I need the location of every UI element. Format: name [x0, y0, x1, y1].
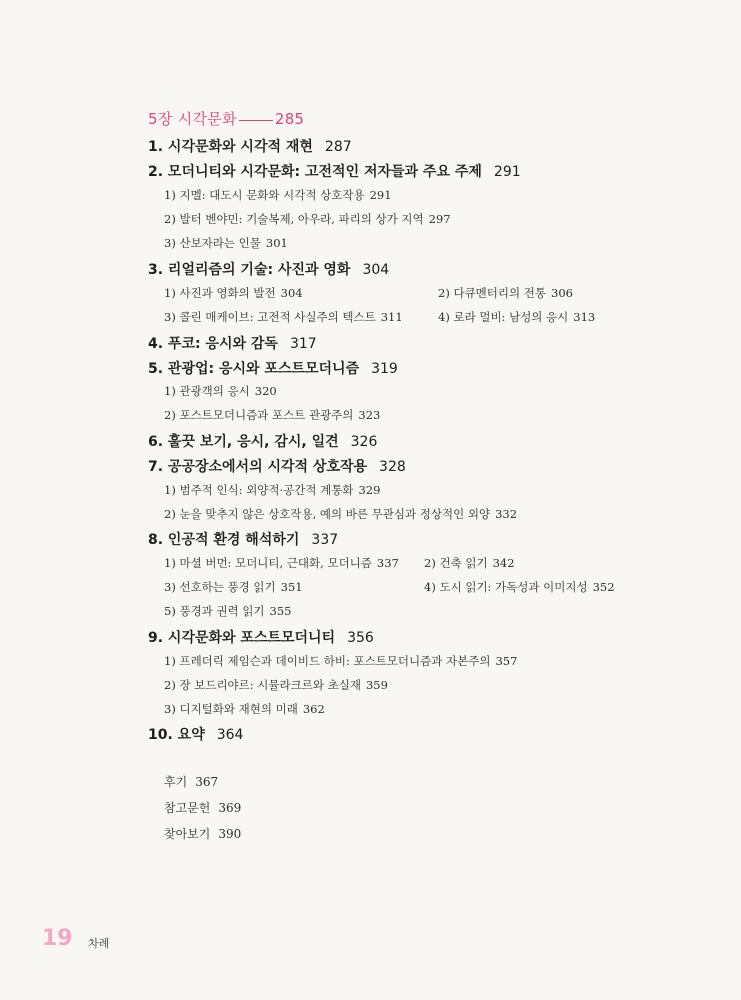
- section-title: 4. 푸코: 응시와 감독: [148, 336, 278, 352]
- subsection-page: 291: [369, 188, 392, 202]
- section-title: 9. 시각문화와 포스트모더니티: [148, 630, 336, 646]
- back-matter-title: 참고문헌: [164, 801, 211, 815]
- toc-subsection[interactable]: [164, 407, 380, 423]
- toc-section[interactable]: [148, 161, 521, 181]
- subsection-title: 3) 콜린 매케이브: 고전적 사실주의 텍스트: [164, 310, 376, 324]
- toc-section[interactable]: [148, 456, 406, 476]
- toc-subsection[interactable]: [164, 555, 399, 571]
- subsection-title: 3) 선호하는 풍경 읽기: [164, 580, 276, 594]
- subsection-page: 352: [592, 580, 615, 594]
- toc-back-matter[interactable]: [164, 773, 218, 790]
- subsection-title: 1) 관광객의 응시: [164, 384, 250, 398]
- section-title: 1. 시각문화와 시각적 재현: [148, 139, 313, 155]
- running-footer-label: 차례: [88, 937, 110, 950]
- toc-subsection[interactable]: [164, 677, 388, 693]
- toc-section[interactable]: [148, 259, 389, 279]
- toc-section[interactable]: [148, 358, 398, 378]
- chapter-heading: [148, 108, 304, 129]
- toc-section[interactable]: [148, 333, 317, 353]
- section-title: 5. 관광업: 응시와 포스트모더니즘: [148, 361, 360, 377]
- toc-section[interactable]: [148, 627, 374, 647]
- subsection-title: 1) 지멜: 대도시 문화와 시각적 상호작용: [164, 188, 365, 202]
- subsection-title: 2) 발터 벤야민: 기술복제, 아우라, 파리의 상가 지역: [164, 212, 424, 226]
- toc-subsection[interactable]: [424, 555, 515, 571]
- section-page: 326: [350, 434, 378, 450]
- subsection-page: 313: [573, 310, 596, 324]
- subsection-title: 5) 풍경과 권력 읽기: [164, 604, 265, 618]
- toc-section[interactable]: [148, 529, 338, 549]
- back-matter-page: 367: [195, 775, 219, 789]
- toc-subsection[interactable]: [438, 285, 573, 301]
- subsection-title: 4) 로라 멀비: 남성의 응시: [438, 310, 569, 324]
- section-page: 356: [347, 630, 374, 646]
- toc-subsection[interactable]: [164, 285, 303, 301]
- back-matter-title: 후기: [164, 775, 188, 789]
- subsection-title: 1) 프레더릭 제임슨과 데이비드 하비: 포스트모더니즘과 자본주의: [164, 654, 491, 668]
- chapter-title: 5장 시각문화: [148, 110, 237, 128]
- section-page: 291: [493, 164, 521, 180]
- section-page: 319: [371, 361, 398, 377]
- subsection-page: 306: [551, 286, 573, 300]
- subsection-page: 304: [280, 286, 303, 300]
- section-title: 10. 요약: [148, 727, 205, 743]
- subsection-title: 2) 포스트모더니즘과 포스트 관광주의: [164, 408, 354, 422]
- toc-subsection[interactable]: [164, 482, 380, 498]
- subsection-title: 1) 사진과 영화의 발전: [164, 286, 276, 300]
- subsection-page: 323: [358, 408, 381, 422]
- section-page: 317: [289, 336, 317, 352]
- section-title: 2. 모더니티와 시각문화: 고전적인 저자들과 주요 주제: [148, 164, 482, 180]
- subsection-page: 357: [495, 654, 518, 668]
- subsection-title: 1) 범주적 인식: 외양적·공간적 계통화: [164, 483, 354, 497]
- section-title: 6. 훌끗 보기, 응시, 감시, 일견: [148, 434, 339, 450]
- subsection-page: 297: [428, 212, 451, 226]
- subsection-title: 2) 다큐멘터리의 전통: [438, 286, 546, 300]
- subsection-page: 351: [280, 580, 303, 594]
- back-matter-page: 390: [218, 827, 242, 841]
- back-matter-page: 369: [218, 801, 242, 815]
- toc-subsection[interactable]: [164, 653, 517, 669]
- toc-subsection[interactable]: [424, 579, 615, 595]
- toc-section[interactable]: [148, 136, 352, 156]
- subsection-title: 2) 눈을 맞추지 않은 상호작용, 예의 바른 무관심과 정상적인 외양: [164, 507, 491, 521]
- subsection-title: 2) 건축 읽기: [424, 556, 488, 570]
- subsection-title: 2) 장 보드리야르: 시뮬라크르와 초실재: [164, 678, 361, 692]
- section-title: 7. 공공장소에서의 시각적 상호작용: [148, 459, 368, 475]
- subsection-title: 3) 디지털화와 재현의 미래: [164, 702, 298, 716]
- toc-back-matter[interactable]: [164, 799, 241, 816]
- subsection-page: 337: [376, 556, 399, 570]
- toc-subsection[interactable]: [164, 235, 288, 251]
- back-matter-title: 찾아보기: [164, 827, 211, 841]
- section-page: 364: [216, 727, 244, 743]
- subsection-page: 320: [254, 384, 277, 398]
- toc-subsection[interactable]: [164, 211, 451, 227]
- section-title: 8. 인공적 환경 해석하기: [148, 532, 300, 548]
- chapter-underline: [239, 120, 273, 121]
- section-page: 304: [362, 262, 390, 278]
- toc-subsection[interactable]: [438, 309, 595, 325]
- subsection-page: 301: [265, 236, 288, 250]
- chapter-page: 285: [274, 110, 305, 128]
- subsection-page: 311: [380, 310, 403, 324]
- subsection-title: 1) 마셜 버먼: 모더니티, 근대화, 모더니즘: [164, 556, 372, 570]
- page-number: 19: [42, 926, 73, 951]
- section-page: 328: [379, 459, 406, 475]
- section-page: 337: [311, 532, 339, 548]
- toc-subsection[interactable]: [164, 701, 325, 717]
- subsection-page: 342: [492, 556, 515, 570]
- toc-subsection[interactable]: [164, 383, 277, 399]
- section-title: 3. 리얼리즘의 기술: 사진과 영화: [148, 262, 351, 278]
- toc-subsection[interactable]: [164, 603, 292, 619]
- toc-subsection[interactable]: [164, 579, 303, 595]
- toc-subsection[interactable]: [164, 309, 403, 325]
- subsection-page: 329: [358, 483, 381, 497]
- subsection-title: 4) 도시 읽기: 가독성과 이미지성: [424, 580, 588, 594]
- subsection-title: 3) 산보자라는 인물: [164, 236, 261, 250]
- toc-subsection[interactable]: [164, 187, 392, 203]
- subsection-page: 355: [269, 604, 292, 618]
- toc-subsection[interactable]: [164, 506, 517, 522]
- toc-section[interactable]: [148, 724, 243, 744]
- toc-back-matter[interactable]: [164, 825, 241, 842]
- subsection-page: 359: [365, 678, 388, 692]
- subsection-page: 332: [495, 507, 518, 521]
- toc-section[interactable]: [148, 431, 377, 451]
- subsection-page: 362: [302, 702, 325, 716]
- section-page: 287: [324, 139, 352, 155]
